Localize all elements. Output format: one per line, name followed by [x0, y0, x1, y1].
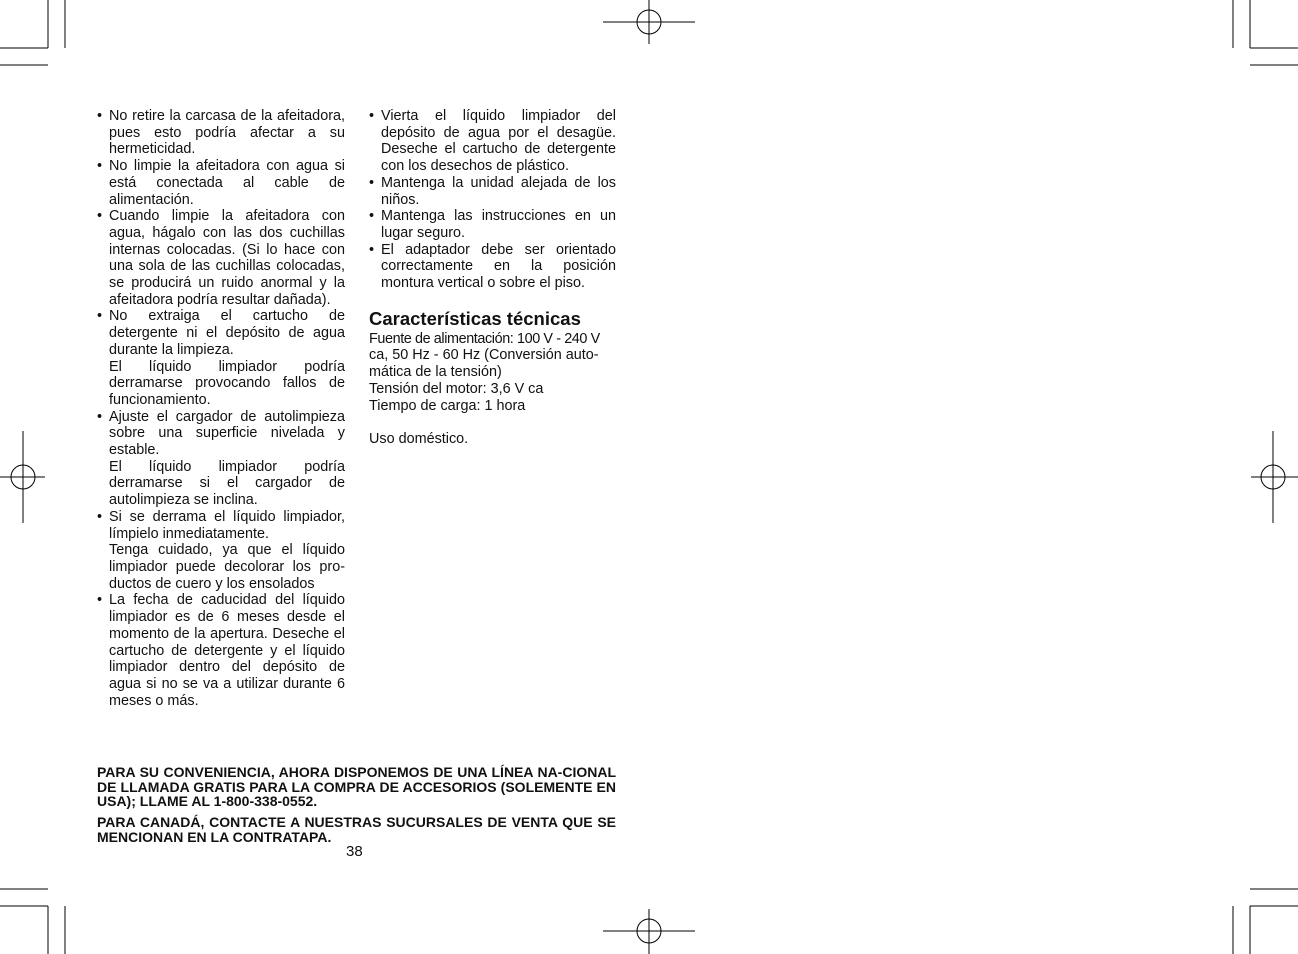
specs-heading: Características técnicas [369, 307, 581, 329]
bullet-text: • No extraiga el cartucho de detergente ni el depósito de agua durante la limpieza. [109, 308, 345, 358]
spacer [369, 414, 616, 431]
list-item [97, 208, 345, 308]
list-item [97, 409, 345, 509]
bullet-text: • La fecha de caducidad del líquido limpiador es de 6 meses desde el momento de la apertura. Deseche el cartucho de detergente y el líquido limpiador dentro del depósito de agua si no se va a utilizar durante 6 meses o más. [109, 592, 345, 709]
bullet-text: • Mantenga las instrucciones en un lugar seguro. [381, 208, 616, 241]
list-item [97, 108, 345, 158]
registration-mark-left [0, 431, 45, 523]
bullet-text: • No limpie la afeitadora con agua si está conectada al cable de alimentación. [109, 158, 345, 208]
specs-block [369, 331, 616, 448]
right-column [369, 108, 616, 448]
bullet-text: • Si se derrama el líquido limpiador, límpielo inmediatamente. [109, 508, 345, 542]
spec-charge-time: Tiempo de carga: 1 hora [369, 397, 526, 414]
page-number: 38 [346, 843, 363, 860]
precautions-list [97, 108, 345, 709]
list-item [369, 108, 616, 175]
spec-power-line-2: ca, 50 Hz - 60 Hz (Conversión auto- [369, 347, 599, 364]
list-item [97, 158, 345, 208]
spec-motor-voltage: Tensión del motor: 3,6 V ca [369, 380, 544, 397]
spec-power-line-1: Fuente de alimentación: 100 V - 240 V [369, 330, 600, 347]
bullet-text: • No retire la carcasa de la afeitadora, pues esto podría afectar a su hermeticidad. [109, 108, 345, 158]
canada-notice: PARA CANADÁ, CONTACTE A NUESTRAS SUCURSALES DE VENTA QUE SE MENCIONAN EN LA CONTRATAPA. [97, 814, 616, 845]
bullet-note: El líquido limpiador podría derramarse provocando fallos de funcionamiento. [109, 358, 345, 408]
spec-usage: Uso doméstico. [369, 430, 469, 447]
precautions-list-continued [369, 108, 616, 292]
bullet-text: • Cuando limpie la afeitadora con agua, hágalo con las dos cuchillas internas colocadas. (Si lo hace con una sola de las cuchillas colocadas, se producirá un ruido anormal y la afeitadora podría resultar dañada). [109, 208, 345, 308]
left-column [97, 108, 345, 709]
toll-free-notice: PARA SU CONVENIENCIA, AHORA DISPONEMOS DE UNA LÍNEA NA-CIONAL DE LLAMADA GRATIS PARA LA COMPRA DE ACCESORIOS (SOLEMENTE EN USA); LLAME AL 1-800-338-0552. [97, 764, 616, 809]
list-item [369, 208, 616, 241]
list-item [97, 592, 345, 709]
list-item [97, 509, 345, 593]
bullet-text: • Vierta el líquido limpiador del depósito de agua por el desagüe. Deseche el cartucho de detergente con los desechos de plástico. [381, 108, 616, 175]
bullet-text: • El adaptador debe ser orientado correctamente en la posición montura vertical o sobre el piso. [381, 241, 616, 292]
registration-mark-top [603, 0, 695, 44]
spec-power-line-3: mática de la tensión) [369, 364, 502, 381]
registration-mark-right [1251, 431, 1298, 523]
bullet-note: Tenga cuidado, ya que el líquido limpiador puede decolorar los pro-ductos de cuero y los ensolados [109, 542, 345, 592]
list-item [369, 242, 616, 292]
registration-mark-bottom [603, 909, 695, 954]
list-item [369, 175, 616, 208]
bullet-text: • Mantenga la unidad alejada de los niños. [381, 174, 616, 208]
bullet-text: • Ajuste el cargador de autolimpieza sobre una superficie nivelada y estable. [109, 408, 345, 459]
bullet-note: El líquido limpiador podría derramarse si el cargador de autolimpieza se inclina. [109, 458, 345, 509]
list-item [97, 308, 345, 408]
